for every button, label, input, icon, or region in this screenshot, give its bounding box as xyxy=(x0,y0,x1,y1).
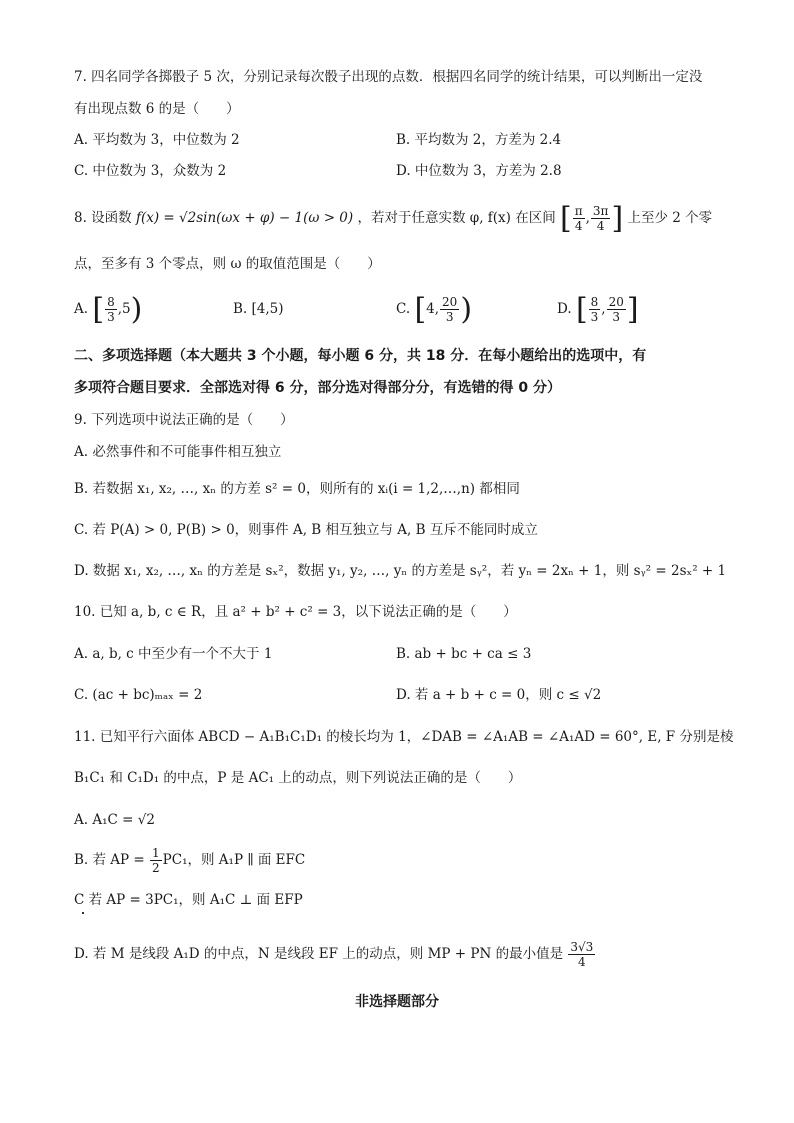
q8-suffix: 上至少 2 个零 xyxy=(627,210,713,226)
q8-c-frac xyxy=(440,295,459,324)
q8-frac2-den: 4 xyxy=(596,219,605,233)
section2-heading-line1: 二、多项选择题（本大题共 3 个小题，每小题 6 分，共 18 分．在每小题给出的选项中，有 xyxy=(74,348,647,364)
q8-c-bracket: [ xyxy=(414,291,427,327)
q7-option-d: D. 中位数为 3，方差为 2.8 xyxy=(396,163,562,179)
q8-a-bracket: [ xyxy=(92,291,105,327)
q8-c-num: 20 xyxy=(442,295,458,309)
q11-b-frac xyxy=(150,846,162,875)
q8-option-c-label: C. xyxy=(396,301,411,317)
q7-stem-line1: 7. 四名同学各掷骰子 5 次，分别记录每次骰子出现的点数．根据四名同学的统计结果，可以判断出一定没 xyxy=(74,69,703,85)
q8-interval-frac2 xyxy=(591,204,611,233)
non-choice-section-title: 非选择题部分 xyxy=(355,994,439,1010)
q8-d-bracket: [ xyxy=(575,291,588,327)
section2-heading-line2: 多项符合题目要求．全部选对得 6 分，部分选对得部分分，有选错的得 0 分） xyxy=(74,380,561,396)
q8-frac1-num: π xyxy=(574,204,583,218)
q8-d-close: ] xyxy=(626,291,639,327)
q8-mid: ，若对于任意实数 φ, f(x) 在区间 xyxy=(357,210,556,226)
q11-d-num: 3√3 xyxy=(570,940,594,954)
q8-option-d: D. [ $\frac{8}{3}$ , $\frac{20}{3}$ ] xyxy=(557,291,639,327)
q8-d-frac1 xyxy=(589,295,601,324)
q11-d-pre: D. 若 M 是线段 A₁D 的中点，N 是线段 EF 上的动点，则 MP + PN 的最小值是 xyxy=(74,946,564,962)
q8-d-frac2 xyxy=(607,295,626,324)
q8-option-b: B. [4,5) xyxy=(233,301,284,317)
q8-frac1-den: 4 xyxy=(574,219,583,233)
q8-option-a xyxy=(74,292,142,326)
q8-prefix: 8. 设函数 xyxy=(74,210,132,226)
q8-option-c xyxy=(396,292,472,326)
q7-option-b: B. 平均数为 2，方差为 2.4 xyxy=(396,132,562,148)
q8-a-num: 8 xyxy=(107,295,115,309)
q8-left-bracket: [ xyxy=(560,200,572,236)
q8-stem-line1: 8. 设函数 f(x) = √2sin(ωx + φ) − 1(ω > 0) ，若对于任意实数 φ, f(x) 在区间 [ $\frac{\pi}{4}$ , $\frac{3\pi}{4}$ ] 上至少 2 个零 xyxy=(74,200,713,236)
q11-b-den: 2 xyxy=(152,861,160,875)
q7-stem-line2: 有出现点数 6 的是（ ） xyxy=(74,101,240,117)
q8-a-den: 3 xyxy=(107,310,115,324)
q11-option-a: A. A₁C = √2 xyxy=(74,812,155,828)
q8-a-frac xyxy=(105,295,117,324)
q11-b-num: 1 xyxy=(152,846,160,860)
q9-stem: 9. 下列选项中说法正确的是（ ） xyxy=(74,412,294,428)
q10-option-d: D. 若 a + b + c = 0，则 c ≤ √2 xyxy=(396,687,602,703)
q10-stem: 10. 已知 a, b, c ∈ R，且 a² + b² + c² = 3，以下说法正确的是（ ） xyxy=(74,604,517,620)
q8-c-close: ) xyxy=(460,291,473,327)
q10-option-c: C. (ac + bc)ₘₐₓ = 2 xyxy=(74,687,203,703)
q11-option-c: C 若 AP = 3PC₁，则 A₁C ⊥ 面 EFP xyxy=(74,892,303,908)
q11-b-post: PC₁，则 A₁P ∥ 面 EFC xyxy=(162,852,306,868)
q8-frac2-num: 3π xyxy=(592,204,609,218)
q11-d-frac xyxy=(568,940,595,969)
q8-c-pre: 4, xyxy=(426,301,440,317)
q11-stem-line1: 11. 已知平行六面体 ABCD − A₁B₁C₁D₁ 的棱长均为 1，∠DAB = ∠A₁AB = ∠A₁AD = 60°, E, F 分别是棱 xyxy=(74,729,734,745)
q10-option-a: A. a, b, c 中至少有一个不大于 1 xyxy=(74,646,273,662)
q8-function: f(x) = √2sin(ωx + φ) − 1(ω > 0) xyxy=(135,210,354,226)
q8-option-a-label: A. xyxy=(74,301,89,317)
q9-option-b: B. 若数据 x₁, x₂, …, xₙ 的方差 s² = 0，则所有的 xᵢ(i = 1,2,…,n) 都相同 xyxy=(74,481,520,497)
q11-option-b xyxy=(74,843,305,877)
q9-option-a: A. 必然事件和不可能事件相互独立 xyxy=(74,444,282,460)
q8-right-bracket: ] xyxy=(611,200,624,236)
q9-option-c: C. 若 P(A) > 0, P(B) > 0，则事件 A, B 相互独立与 A, B 互斥不能同时成立 xyxy=(74,522,538,538)
stray-dot xyxy=(82,912,84,914)
q8-interval-frac1 xyxy=(573,204,585,233)
q8-a-rest: ,5 xyxy=(117,301,131,317)
q8-d-den1: 3 xyxy=(590,310,599,324)
q11-option-d xyxy=(74,936,596,972)
q8-d-num2: 20 xyxy=(608,295,624,309)
q11-d-den: 4 xyxy=(578,955,586,969)
q8-a-close: ) xyxy=(130,291,143,327)
q7-option-a: A. 平均数为 3，中位数为 2 xyxy=(74,132,240,148)
q9-option-d: D. 数据 x₁, x₂, …, xₙ 的方差是 sₓ²，数据 y₁, y₂, …, yₙ 的方差是 sᵧ²，若 yₙ = 2xₙ + 1，则 sᵧ² = 2sₓ² + 1 xyxy=(74,563,727,579)
q8-d-num1: 8 xyxy=(590,295,599,309)
q11-stem-line2: B₁C₁ 和 C₁D₁ 的中点，P 是 AC₁ 上的动点，则下列说法正确的是（ ） xyxy=(74,770,522,786)
q11-b-pre: B. 若 AP = xyxy=(74,852,145,868)
q7-option-c: C. 中位数为 3，众数为 2 xyxy=(74,163,227,179)
q8-d-den2: 3 xyxy=(612,310,621,324)
q8-stem-line2: 点，至多有 3 个零点，则 ω 的取值范围是（ ） xyxy=(74,256,381,272)
q10-option-b: B. ab + bc + ca ≤ 3 xyxy=(396,646,532,662)
q8-option-d-label: D. xyxy=(557,301,572,317)
q8-c-den: 3 xyxy=(445,310,454,324)
